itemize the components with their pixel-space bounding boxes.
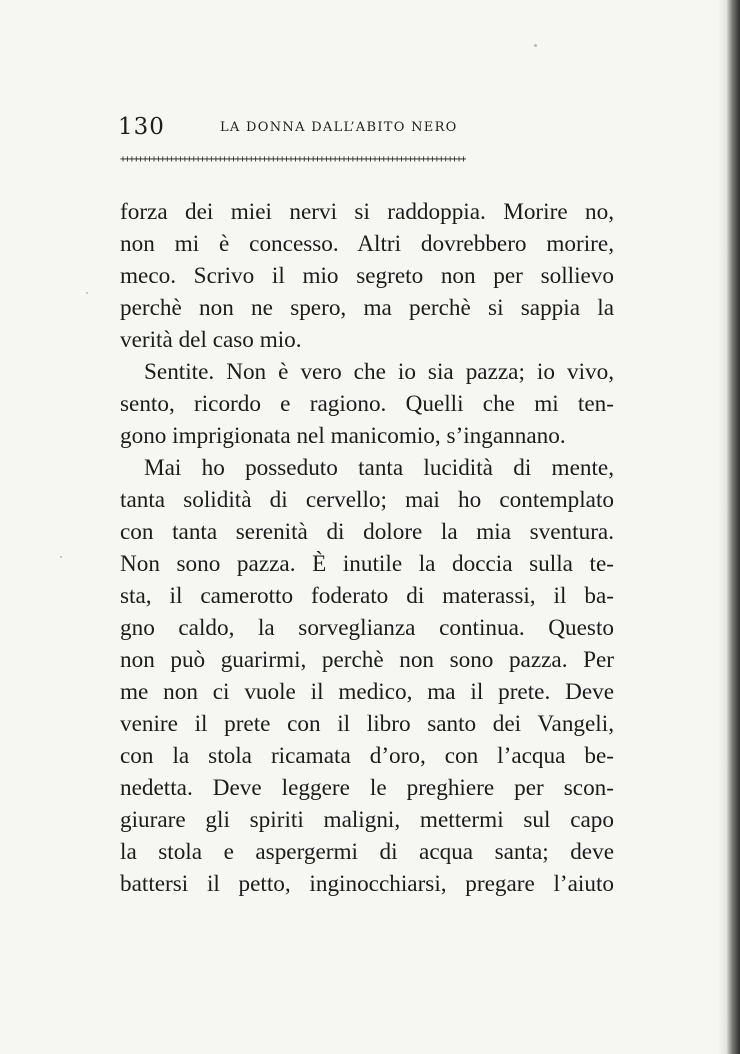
text-line: venire il prete con il libro santo dei Vangeli, (120, 711, 614, 737)
text-line: verità del caso mio. (120, 327, 302, 353)
paper-speck (534, 44, 537, 47)
text-line: giurare gli spiriti maligni, mettermi sul capo (120, 807, 614, 833)
page-gutter-shadow (718, 0, 726, 1054)
page-edge (726, 0, 740, 1054)
page-number: 130 (118, 114, 165, 140)
paper-speck (60, 556, 62, 558)
paper-speck (86, 292, 88, 294)
text-line: la stola e aspergermi di acqua santa; deve (120, 839, 614, 865)
text-line: me non ci vuole il medico, ma il prete. Deve (120, 679, 614, 705)
text-line: con tanta serenità di dolore la mia sventura. (120, 519, 614, 545)
page-body-text (120, 196, 614, 900)
text-line: con la stola ricamata d’oro, con l’acqua be- (120, 743, 614, 769)
text-line: Mai ho posseduto tanta lucidità di mente, (144, 455, 614, 481)
text-line: non mi è concesso. Altri dovrebbero morire, (120, 231, 614, 257)
text-line: meco. Scrivo il mio segreto non per sollievo (120, 263, 614, 289)
text-line: sento, ricordo e ragiono. Quelli che mi ten- (120, 391, 614, 417)
text-line: perchè non ne spero, ma perchè si sappia la (120, 295, 614, 321)
running-header (118, 114, 618, 144)
text-line: non può guarirmi, perchè non sono pazza. Per (120, 647, 614, 673)
text-line: nedetta. Deve leggere le preghiere per scon- (120, 775, 614, 801)
text-line: Sentite. Non è vero che io sia pazza; io vivo, (144, 359, 614, 385)
text-line: battersi il petto, inginocchiarsi, pregare l’aiuto (120, 871, 614, 897)
text-line: gno caldo, la sorveglianza continua. Questo (120, 615, 614, 641)
text-line: gono imprigionata nel manicomio, s’ingannano. (120, 423, 566, 449)
text-line: forza dei miei nervi si raddoppia. Morire no, (120, 199, 614, 225)
decorative-rule: ++++++++++++++++++++++++++++++++++++++++++++++++++++++++++++++++++++++++++++++ (120, 154, 465, 165)
text-line: sta, il camerotto foderato di materassi, il ba- (120, 583, 614, 609)
running-title: LA DONNA DALL’ABITO NERO (220, 120, 458, 135)
text-line: tanta solidità di cervello; mai ho contemplato (120, 487, 614, 513)
text-line: Non sono pazza. È inutile la doccia sulla te- (120, 551, 614, 577)
